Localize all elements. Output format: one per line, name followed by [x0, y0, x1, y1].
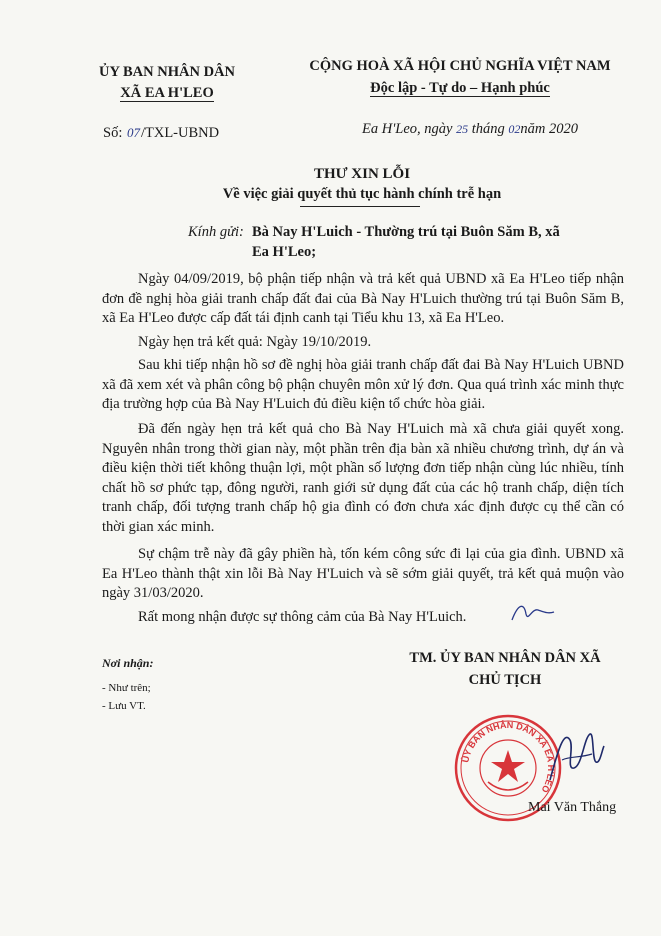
date-month: 02 — [508, 122, 521, 136]
date-place: Ea H'Leo, ngày — [362, 121, 453, 137]
doc-no-prefix: Số: — [103, 125, 123, 141]
recipient-name-line1: Bà Nay H'Luich - Thường trú tại Buôn Săm B, xã — [252, 224, 560, 240]
org-name-line2 — [82, 85, 252, 102]
paragraph-1: Ngày 04/09/2019, bộ phận tiếp nhận và trả kết quả UBND xã Ea H'Leo tiếp nhận đơn đề nghị hòa giải tranh chấp đất đai của Bà Nay H'Luich thường trú tại Buôn Săm B, xã Ea H'Leo được cấp đất tái định canh tại Tiểu khu 13, xã Ea H'Leo. — [102, 271, 624, 326]
paragraph-3: Sau khi tiếp nhận hồ sơ đề nghị hòa giải tranh chấp đất đai Bà Nay H'Luich UBND xã đã xem xét và phân công bộ phận chuyên môn xử lý đơn. Qua quá trình xác minh thực địa trường hợp của Bà Nay H'Luich đủ điều kiện tổ chức hòa giải. — [102, 357, 624, 412]
recipients-item-1: - Như trên; — [102, 682, 151, 694]
recipients-label: Nơi nhận: — [102, 656, 154, 670]
recipients-item-2: - Lưu VT. — [102, 700, 146, 712]
recipient-name-line2: Ea H'Leo; — [252, 244, 317, 260]
subject-underline — [300, 206, 420, 207]
letter-subject-text: Về việc giải quyết thủ tục hành chính trễ hạn — [222, 186, 502, 202]
paragraph-6: Rất mong nhận được sự thông cảm của Bà Nay H'Luich. — [138, 609, 467, 625]
seal-text: ỦY BAN NHÂN DÂN XÃ EA H'LEO — [460, 719, 557, 795]
date-month-label: tháng — [471, 121, 505, 137]
paragraph-5: Sự chậm trễ này đã gây phiền hà, tốn kém công sức đi lại của gia đình. UBND xã Ea H'Leo thành thật xin lỗi Bà Nay H'Luich và sẽ sớm giải quyết, trả kết quả muộn vào ngày 31/03/2020. — [102, 546, 624, 601]
country-name: CỘNG HOÀ XÃ HỘI CHỦ NGHĨA VIỆT NAM — [309, 58, 611, 74]
signature-title-line2: CHỦ TỊCH — [468, 672, 542, 688]
org-name-line2-text: XÃ EA H'LEO — [120, 85, 214, 101]
handwritten-signature — [540, 720, 610, 790]
doc-no-suffix: /TXL-UBND — [140, 125, 220, 141]
motto — [290, 80, 630, 97]
doc-no-handwritten: 07 — [126, 125, 140, 140]
document-number — [103, 125, 219, 142]
initials-scribble — [508, 600, 558, 626]
org-name-line1: ỦY BAN NHÂN DÂN — [98, 64, 235, 80]
paragraph-2: Ngày hẹn trả kết quả: Ngày 19/10/2019. — [138, 334, 372, 350]
date-year: năm 2020 — [520, 121, 579, 137]
recipient-label: Kính gửi: — [188, 224, 244, 240]
motto-text: Độc lập - Tự do – Hạnh phúc — [370, 80, 550, 96]
document-date — [362, 121, 578, 138]
date-day: 25 — [456, 122, 469, 136]
signature-title-line1: TM. ỦY BAN NHÂN DÂN XÃ — [409, 650, 601, 666]
letter-subject — [102, 186, 622, 203]
signer-name: Mai Văn Thắng — [528, 800, 617, 815]
letter-title: THƯ XIN LỖI — [313, 166, 411, 182]
paragraph-4: Đã đến ngày hẹn trả kết quả cho Bà Nay H'Luich mà xã chưa giải quyết xong. Nguyên nhân trong thời gian này, một phần trên địa bàn xã nhiều chương trình, dự án và điều kiện thời tiết không thuận lợi, một phần số lượng đơn tiếp nhận cùng lúc nhiều, tính chất hồ sơ phức tạp, đông người, ranh giới sử dụng đất của các hộ tranh chấp, diện tích tranh chấp, đối tượng tranh chấp hộ gia đình có đơn chưa xác định được cụ thể cần có thời gian xác minh. — [102, 421, 624, 535]
